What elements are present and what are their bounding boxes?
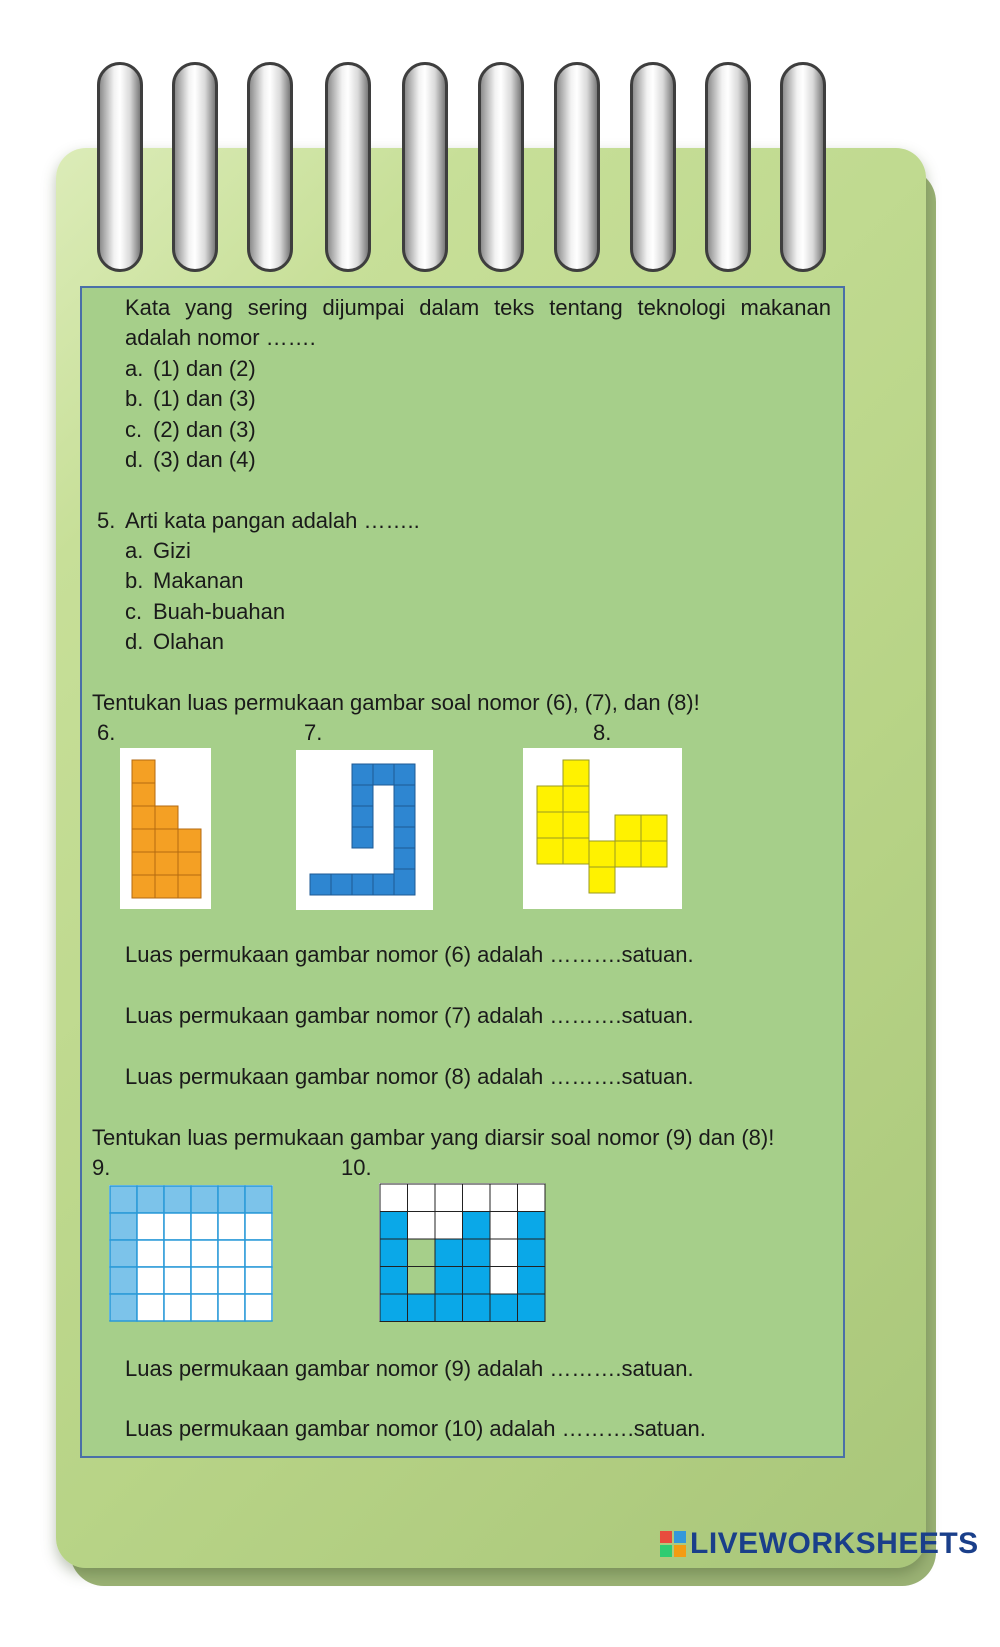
fig9-shaded-cell — [137, 1186, 164, 1213]
fig8-cell — [615, 815, 641, 841]
q5-option-b-letter: b. — [125, 568, 144, 593]
figure-10 — [379, 1183, 547, 1328]
label-10: 10. — [341, 1155, 372, 1180]
spiral-ring — [478, 62, 524, 272]
fig7-cell — [394, 848, 415, 869]
fig7-cell — [352, 785, 373, 806]
fig7-cell — [394, 764, 415, 785]
fig9-empty-cell — [191, 1267, 218, 1294]
fig10-shaded-cell — [463, 1267, 491, 1295]
fig9-empty-cell — [218, 1267, 245, 1294]
q5-option-d[interactable]: Olahan — [153, 629, 224, 654]
fig10-empty-cell — [435, 1212, 463, 1240]
fig9-shaded-cell — [110, 1240, 137, 1267]
fig10-shaded-cell — [380, 1267, 408, 1295]
spiral-ring — [172, 62, 218, 272]
fig7-cell — [352, 827, 373, 848]
fig10-shaded-cell — [380, 1294, 408, 1322]
fig9-empty-cell — [164, 1240, 191, 1267]
fig8-cell — [615, 841, 641, 867]
figure-8 — [523, 748, 682, 909]
fig8-cell — [563, 812, 589, 838]
fig7-cell — [394, 806, 415, 827]
spiral-ring — [402, 62, 448, 272]
q4-option-a[interactable]: (1) dan (2) — [153, 356, 256, 381]
q4-line1: Kata yang sering dijumpai dalam teks tentang teknologi makanan — [125, 295, 831, 320]
fig9-empty-cell — [191, 1213, 218, 1240]
fig9-shaded-cell — [110, 1267, 137, 1294]
spiral-ring — [97, 62, 143, 272]
fig10-shaded-cell — [435, 1294, 463, 1322]
figure-7 — [296, 750, 433, 910]
fig8-cell — [589, 867, 615, 893]
fig10-empty-cell — [408, 1267, 436, 1295]
answer-7[interactable]: Luas permukaan gambar nomor (7) adalah ……….satuan. — [125, 1003, 694, 1028]
q4-option-b[interactable]: (1) dan (3) — [153, 386, 256, 411]
fig6-cell — [155, 829, 178, 852]
fig8-cell — [641, 815, 667, 841]
liveworksheets-logo — [660, 1526, 979, 1562]
fig6-cells — [132, 760, 201, 898]
fig6-cell — [132, 875, 155, 898]
label-6: 6. — [97, 720, 116, 745]
fig9-empty-cell — [218, 1294, 245, 1321]
fig10-shaded-cell — [463, 1294, 491, 1322]
fig7-cell — [394, 869, 415, 895]
fig10-shaded-cell — [435, 1267, 463, 1295]
fig8-cell — [641, 841, 667, 867]
q4-option-c-letter: c. — [125, 417, 143, 442]
fig10-empty-cell — [463, 1184, 491, 1212]
q5-option-d-letter: d. — [125, 629, 144, 654]
fig9-empty-cell — [164, 1267, 191, 1294]
fig10-empty-cell — [435, 1184, 463, 1212]
answer-6[interactable]: Luas permukaan gambar nomor (6) adalah ……….satuan. — [125, 942, 694, 967]
fig9-empty-cell — [191, 1294, 218, 1321]
fig6-cell — [155, 875, 178, 898]
area-instruction: Tentukan luas permukaan gambar soal nomor (6), (7), dan (8)! — [92, 690, 700, 715]
fig9-shaded-cell — [110, 1294, 137, 1321]
fig9-empty-cell — [137, 1240, 164, 1267]
fig10-empty-cell — [518, 1184, 546, 1212]
q5-question: Arti kata pangan adalah …….. — [125, 508, 420, 533]
fig9-shaded-cell — [164, 1186, 191, 1213]
fig9-empty-cell — [164, 1213, 191, 1240]
q5-option-b[interactable]: Makanan — [153, 568, 244, 593]
q4-line2: adalah nomor ……. — [125, 325, 316, 350]
fig8-cell — [537, 838, 563, 864]
figure-6 — [120, 748, 211, 909]
fig10-empty-cell — [490, 1184, 518, 1212]
fig9-empty-cell — [164, 1294, 191, 1321]
figure-9 — [109, 1185, 274, 1327]
q4-option-c[interactable]: (2) dan (3) — [153, 417, 256, 442]
q5-option-a[interactable]: Gizi — [153, 538, 191, 563]
q4-option-d-letter: d. — [125, 447, 144, 472]
fig9-empty-cell — [137, 1213, 164, 1240]
fig6-cell — [155, 852, 178, 875]
spiral-ring — [705, 62, 751, 272]
fig9-shaded-cell — [245, 1186, 272, 1213]
fig8-cell — [537, 812, 563, 838]
fig8-cell — [563, 760, 589, 786]
fig10-shaded-cell — [463, 1239, 491, 1267]
label-9: 9. — [92, 1155, 111, 1180]
fig7-cell — [352, 874, 373, 895]
fig7-cell — [352, 764, 373, 785]
spiral-ring — [247, 62, 293, 272]
spiral-ring — [554, 62, 600, 272]
fig6-cell — [178, 829, 201, 852]
q4-option-d[interactable]: (3) dan (4) — [153, 447, 256, 472]
fig8-cell — [537, 786, 563, 812]
fig9-empty-cell — [245, 1267, 272, 1294]
fig8-cell — [563, 838, 589, 864]
fig10-shaded-cell — [380, 1212, 408, 1240]
liveworksheets-logo-icon — [660, 1531, 686, 1557]
fig7-cell — [373, 764, 394, 785]
answer-9[interactable]: Luas permukaan gambar nomor (9) adalah ……….satuan. — [125, 1356, 694, 1381]
fig8-cell — [589, 841, 615, 867]
fig9-empty-cell — [137, 1267, 164, 1294]
fig10-empty-cell — [490, 1212, 518, 1240]
fig10-shaded-cell — [435, 1239, 463, 1267]
answer-10[interactable]: Luas permukaan gambar nomor (10) adalah ……….satuan. — [125, 1416, 706, 1441]
spiral-ring — [780, 62, 826, 272]
fig10-shaded-cell — [490, 1294, 518, 1322]
fig6-cell — [132, 852, 155, 875]
fig9-empty-cell — [218, 1213, 245, 1240]
q5-option-a-letter: a. — [125, 538, 144, 563]
fig10-shaded-cell — [518, 1212, 546, 1240]
fig10-shaded-cell — [380, 1239, 408, 1267]
fig9-empty-cell — [245, 1213, 272, 1240]
fig9-shaded-cell — [110, 1213, 137, 1240]
fig10-empty-cell — [490, 1267, 518, 1295]
fig6-cell — [178, 852, 201, 875]
q4-option-b-letter: b. — [125, 386, 144, 411]
answer-8[interactable]: Luas permukaan gambar nomor (8) adalah ……….satuan. — [125, 1064, 694, 1089]
fig9-shaded-cell — [218, 1186, 245, 1213]
fig9-empty-cell — [245, 1294, 272, 1321]
fig10-shaded-cell — [463, 1212, 491, 1240]
fig7-cell — [310, 874, 331, 895]
fig9-shaded-cell — [110, 1186, 137, 1213]
fig6-cell — [155, 806, 178, 829]
fig7-cell — [331, 874, 352, 895]
fig9-shaded-cell — [191, 1186, 218, 1213]
q5-option-c-letter: c. — [125, 599, 143, 624]
fig6-cell — [132, 760, 155, 783]
q5-option-c[interactable]: Buah-buahan — [153, 599, 286, 624]
fig7-cell — [394, 827, 415, 848]
fig9-empty-cell — [245, 1240, 272, 1267]
fig9-empty-cell — [191, 1240, 218, 1267]
fig9-empty-cell — [137, 1294, 164, 1321]
fig6-cell — [132, 806, 155, 829]
fig6-cell — [132, 783, 155, 806]
fig10-shaded-cell — [518, 1267, 546, 1295]
shaded-instruction: Tentukan luas permukaan gambar yang diarsir soal nomor (9) dan (8)! — [92, 1125, 775, 1150]
q4-option-a-letter: a. — [125, 356, 144, 381]
fig7-cell — [373, 874, 394, 895]
label-7: 7. — [304, 720, 323, 745]
fig10-empty-cell — [380, 1184, 408, 1212]
liveworksheets-logo-text: LIVEWORKSHEETS — [690, 1527, 979, 1560]
spiral-ring — [325, 62, 371, 272]
spiral-ring — [630, 62, 676, 272]
fig10-shaded-cell — [518, 1239, 546, 1267]
fig10-empty-cell — [408, 1212, 436, 1240]
q5-number: 5. — [97, 508, 116, 533]
fig10-empty-cell — [408, 1184, 436, 1212]
fig6-cell — [132, 829, 155, 852]
fig6-cell — [178, 875, 201, 898]
fig7-cell — [352, 806, 373, 827]
fig10-shaded-cell — [408, 1294, 436, 1322]
fig7-cell — [394, 785, 415, 806]
fig9-empty-cell — [218, 1240, 245, 1267]
label-8: 8. — [593, 720, 612, 745]
fig10-shaded-cell — [518, 1294, 546, 1322]
fig10-empty-cell — [490, 1239, 518, 1267]
fig8-cell — [563, 786, 589, 812]
fig10-empty-cell — [408, 1239, 436, 1267]
